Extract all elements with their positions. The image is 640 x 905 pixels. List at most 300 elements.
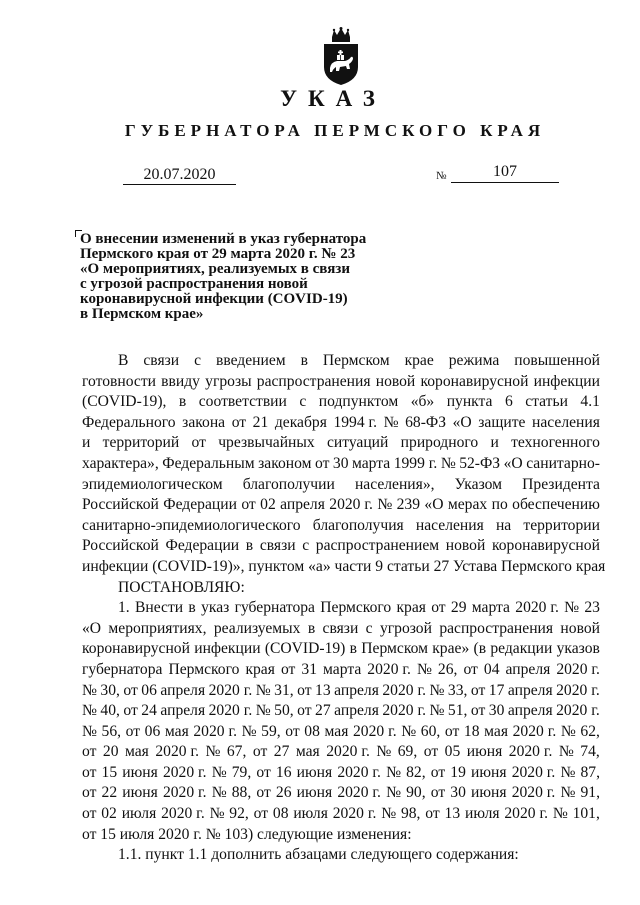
body-line [82,681,600,702]
body-word: санитарно- [526,454,600,472]
body-word: от [314,454,330,472]
body-word: Пермском [322,352,390,369]
body-word: 2020 г. [353,722,397,740]
body-line [82,578,600,599]
body-word: 239 [396,496,420,514]
body-word: в [188,599,196,617]
body-word: в [349,640,358,658]
body-word: Пермского [320,599,392,617]
body-word: территорий [102,434,180,452]
body-word: № [241,722,257,740]
body-word: в [245,537,254,555]
body-word: мая [164,722,189,740]
body-word: эпидемиологическом [82,475,223,493]
body-word: от [252,743,268,761]
body-word: 2020 г. [162,784,207,802]
body-word: 88, [231,784,252,802]
body-word: новой [445,537,486,555]
body-word: 21 [252,413,269,431]
body-word: В [118,352,129,369]
body-word: 2020 г. [208,702,253,720]
body-word: мая [324,722,349,740]
body-word: 05 [444,743,461,761]
body-word: от [82,784,97,802]
body-word: 17 [488,681,505,699]
body-word: 19 [450,763,466,781]
body-word: № [211,763,227,781]
body-word: 2020 г. [511,763,556,781]
body-word: распространением [315,537,440,555]
body-word: 2020 г. [326,743,370,761]
body-word: 62, [580,722,600,740]
body-word: 08 [272,805,289,823]
body-word: 59, [261,722,281,740]
body-word: распространения [256,372,371,390]
body-word: 2020 г. [556,660,600,678]
body-word: июня [296,763,333,781]
body-word: 90, [406,784,426,802]
body-line [82,845,600,866]
body-word: в [178,393,187,411]
body-word: июля [464,805,500,823]
body-word: готовности [82,372,156,390]
body-word: 15 [101,763,118,781]
body-word: «О [503,454,523,472]
body-word: 2020 г. [332,805,377,823]
body-word: № [429,681,445,699]
body-word: природного [400,434,479,452]
body-word: и [490,434,499,452]
body-word: «О [82,619,102,637]
body-word: № [560,722,576,740]
body-word: 02 [101,805,117,823]
body-line [82,701,600,722]
body-word: режима [448,352,500,369]
body-word: 31, [274,681,294,699]
body-word: 1.1. пункт 1.1 дополнить абзацами следующего содержания: [118,846,519,864]
body-word: от [82,763,97,781]
number-sign: № [436,170,447,182]
body-word: июня [466,743,503,761]
body-word: статьи [525,393,568,411]
body-line [82,454,600,475]
body-word: № [209,805,225,823]
body-word: № [416,660,432,678]
body-word: № [211,784,227,802]
body-word: июня [122,763,158,781]
body-word: (COVID-19) [264,640,346,658]
body-word: от [256,763,271,781]
body-word: 06 [144,722,161,740]
body-word: Внести [134,599,184,617]
body-word: № [401,722,417,740]
title-line: коронавирусной инфекции (COVID-19) [80,291,348,307]
body-word: 69, [397,743,418,761]
body-word: 91, [580,784,600,802]
body-word: ситуаций [326,434,389,452]
body-word: 26 [275,784,292,802]
body-line [82,722,600,743]
body-word: (COVID-19), [82,393,167,411]
body-word: 2020 г. [556,702,600,720]
body-word: населения [532,413,600,431]
body-word: законом [258,454,312,472]
body-word: от [423,743,439,761]
body-word: 1994 г. [333,413,378,431]
body-word: от [430,784,446,802]
body-word: указ [201,599,230,617]
body-word: ввиду [161,372,200,390]
body-word: благополучии [242,475,335,493]
body-word: территории [523,516,600,534]
body-word: № [82,722,97,740]
body-word: от 15 июля 2020 г. № 103) следующие изменения: [82,825,412,843]
body-line [82,598,600,619]
body-word: 2020 г. [208,681,253,699]
body-word: и [82,434,91,452]
body-word: от [444,722,460,740]
body-word: закона [182,413,226,431]
body-word: подпунктом [318,393,399,411]
body-word: 87, [580,763,600,781]
body-line [82,660,600,681]
body-word: 23 [584,599,600,617]
body-line [82,825,600,846]
body-word: 2020 г. [382,702,426,720]
body-word: 2020 г. [508,743,553,761]
body-word: № [82,702,97,720]
body-line [82,557,606,578]
body-word: № [560,784,576,802]
body-word: 52-ФЗ [459,454,501,472]
body-word: новой [375,372,416,390]
body-word: 06 [141,681,157,699]
body-word: инфекции [533,372,600,390]
body-word: населения», [354,475,435,493]
body-word: от [123,681,138,699]
body-word: 68-ФЗ [405,413,447,431]
body-word: 16 [275,763,292,781]
body-word: новой [560,619,600,637]
body-line [82,619,600,640]
body-word: от [431,599,446,617]
body-word: 27 [315,702,331,720]
body-line [82,351,600,372]
body-word: Российской [82,496,159,514]
body-word: губернатора [234,599,315,617]
body-line [82,413,600,434]
body-word: Федерации [165,537,240,555]
body-word: 2020 г. [161,805,205,823]
body-word: 2020 г. [155,743,199,761]
body-word: Федерального [82,413,176,431]
body-word: санитарно-эпидемиологического [82,516,301,534]
body-word: 67, [226,743,247,761]
body-word: № [205,743,221,761]
body-word: защите [478,413,526,431]
body-word: июня [471,784,507,802]
body-word: 13 [444,805,461,823]
body-word: 29 [450,599,467,617]
body-word: 51, [447,702,468,720]
body-line [82,536,600,557]
document-date: 20.07.2020 [123,165,236,185]
body-word: № [558,743,574,761]
body-line [82,433,600,454]
title-line: Пермского края от 29 марта 2020 г. № 23 [80,246,356,262]
body-word: мая [125,743,149,761]
coat-of-arms-icon [318,27,364,87]
document-number: 107 [451,163,559,183]
body-word: пункта [446,393,493,411]
body-word: с [299,393,307,411]
issuer-heading: ГУБЕРНАТОРА ПЕРМСКОГО КРАЯ [124,121,546,140]
body-word: связи [143,352,180,369]
body-line [82,475,600,496]
body-word: 2020 г. [162,763,207,781]
body-word: 40, [100,702,120,720]
body-word: 50, [274,702,294,720]
body-word: Пермского [168,660,240,678]
body-word: № [560,763,576,781]
body-word: 04 [483,660,500,678]
body-word: Федерации [163,496,237,514]
body-word: 2020 г. [367,660,411,678]
body-word: от [430,763,446,781]
body-word: апреля [334,681,379,699]
body-word: № [255,702,271,720]
body-word: № [386,763,401,781]
body-word: техногенного [511,434,600,452]
body-word: в [307,619,316,637]
body-line [82,516,600,537]
title-line: «О мероприятиях, реализуемых в связи [80,261,350,277]
body-word: введением [215,352,286,369]
body-word: № [429,702,445,720]
body-word: июля [293,805,328,823]
body-word: губернатора [82,660,163,678]
body-word: № [564,599,580,617]
body-word: июня [296,784,333,802]
body-word: 92, [229,805,249,823]
body-word: 33, [447,681,468,699]
body-word: 02 [260,496,276,514]
body-word: 22 [101,784,118,802]
body-line [82,372,600,393]
body-word: Пермском [361,640,428,658]
body-word: 30 [332,454,349,472]
body-word: с [302,537,310,555]
body-word: края [245,660,275,678]
title-line: в Пермском крае» [80,306,204,322]
body-word: 60, [420,722,441,740]
body-word: июля [121,805,157,823]
body-word: края [396,599,426,617]
body-word: угрозой [379,619,432,637]
body-word: от [253,805,269,823]
body-word: апреля [280,496,325,514]
body-word: от [123,702,138,720]
body-word: крае [404,352,434,369]
body-word: апреля [160,681,206,699]
body-word: 2020 г. [337,784,381,802]
body-word: 79, [231,763,252,781]
body-word: Федеральным [162,454,255,472]
body-word: 101, [572,805,600,823]
body-word: 2020 г. [337,763,381,781]
body-word: мая [484,722,508,740]
body-word: от [280,660,296,678]
body-word: связи [322,619,359,637]
body-word: «О [424,496,444,514]
body-line [82,783,600,804]
body-word: повышенной [514,352,600,369]
body-line [82,392,600,413]
body-word: распространения [439,619,554,637]
body-word: Российской [82,537,159,555]
body-word: от [241,496,256,514]
body-word: 24 [141,702,157,720]
body-word: соответствии [198,393,287,411]
body-word: населения [415,516,484,534]
body-word: 08 [304,722,320,740]
body-word: 1. [118,599,130,617]
body-word: от [82,805,97,823]
body-word: 30, [100,681,120,699]
body-word: от [82,743,97,761]
body-line [82,804,600,825]
body-word: 4.1 [580,393,600,411]
body-word: крае» [432,640,470,658]
body-word: июня [471,763,507,781]
body-word: 2020 г. [329,496,373,514]
body-line [82,763,600,784]
body-word: с [365,619,373,637]
body-word: № [255,681,271,699]
body-word: № [381,805,397,823]
body-word: от [470,702,486,720]
body-word: 13 [315,681,331,699]
body-word: 31 [301,660,317,678]
body-word: 18 [463,722,480,740]
body-word: 30 [450,784,466,802]
body-word: 2020 г. [382,681,426,699]
body-word: № [376,743,392,761]
body-word: 2020 г. [193,722,237,740]
body-word: Президента [522,475,600,493]
body-word: июня [122,784,158,802]
body-word: № [440,454,456,472]
body-word: 74, [580,743,600,761]
body-word: характера», [82,454,159,472]
body-word: марта [471,599,510,617]
body-line [82,495,600,516]
body-word: от [125,722,141,740]
body-word: редакции [490,640,553,658]
body-word: 26, [437,660,458,678]
body-word: 1999 г. [393,454,438,472]
body-word: 98, [400,805,421,823]
body-word: 2020 г. [511,784,556,802]
body-word: мероприятиях, [108,619,207,637]
body-word: № [552,805,568,823]
body-word: марта [323,660,362,678]
body-word: 2020 г. [512,722,557,740]
body-line [82,742,600,763]
body-word: инфекции [194,640,261,658]
body-word: декабря [274,413,327,431]
body-word: «б» [410,393,435,411]
body-word: Указом [454,475,503,493]
body-word: апреля [160,702,206,720]
body-word: от [297,702,312,720]
body-word: 2020 г. [504,805,548,823]
body-word: от [285,722,300,740]
body-word: 2020 г. [556,681,600,699]
body-word: в [300,352,308,369]
body-word: марта [351,454,391,472]
document-title [80,232,400,322]
body-word: от [231,413,247,431]
body-word: № [383,413,399,431]
body-line [82,639,600,660]
body-word: коронавирусной [420,372,529,390]
body-word: апреля [507,702,553,720]
body-word: коронавирусной [491,537,600,555]
body-word: ПОСТАНОВЛЯЮ: [118,578,245,596]
body-word: 2020 г. [515,599,559,617]
body-word: № [377,496,393,514]
body-word: апреля [334,702,379,720]
title-line: О внесении изменений в указ губернатора [80,231,367,247]
body-word: 30 [488,702,505,720]
body-word: «О [452,413,472,431]
body-word: от [425,805,440,823]
body-word: от [191,434,206,452]
body-word: чрезвычайных [218,434,315,452]
body-word: угрозы [205,372,252,390]
body-word: с [194,352,201,369]
body-word: мая [295,743,320,761]
body-word: указов [556,640,600,658]
body-word: 6 [504,393,513,411]
body-word: апреля [507,681,553,699]
document-body [82,351,606,866]
body-word: на [495,516,512,534]
body-word: по [491,496,508,514]
body-word: связи [259,537,296,555]
body-word: инфекции (COVID-19)», пунктом «а» части 9 статьи 27 Устава Пермского края [82,557,606,575]
body-word: реализуемых [213,619,301,637]
body-word: апреля [505,660,551,678]
body-word: 82, [406,763,426,781]
body-word: № [82,681,97,699]
body-word: от [256,784,271,802]
body-word: благополучия [312,516,404,534]
body-word: коронавирусной [82,640,190,658]
body-word: 27 [273,743,290,761]
body-word: 20 [102,743,119,761]
body-word: от [297,681,312,699]
body-word: мерах [447,496,488,514]
body-word: (в [473,640,487,658]
body-word: обеспечению [512,496,600,514]
body-word: 56, [101,722,122,740]
title-line: с угрозой распространения новой [80,276,308,292]
document-type-heading: УКАЗ [280,86,386,111]
body-word: от [463,660,478,678]
body-word: № [386,784,401,802]
